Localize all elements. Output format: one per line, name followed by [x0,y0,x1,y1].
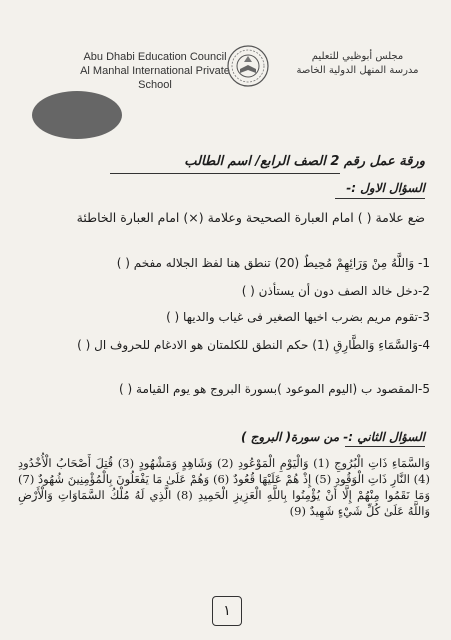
q1-heading: السؤال الاول :- [346,181,425,195]
redaction-blob [32,91,122,139]
school-seal-icon [226,44,270,88]
q1-instruction: ضع علامة ( ) امام العبارة الصحيحة وعلامة (×) امام العبارة الخاطئة [76,210,425,225]
q1-heading-underline [335,198,425,199]
q2-heading-underline [345,446,425,447]
council-name-ar: مجلس أبوظبي للتعليم [311,51,404,62]
header-english [70,50,240,92]
q1-item-5: 5-المقصود ب (اليوم الموعود )بسورة البروج هو يوم القيامة ( ) [119,382,430,396]
q1-item-1: 1- وَاللَّهُ مِنْ وَرَائِهِمْ مُحِيطٌ (20) تنطق هنا لفظ الجلاله مفخم ( ) [116,256,430,270]
title-underline [110,173,340,174]
worksheet-title: ورقة عمل رقم 2 الصف الرابع/ اسم الطالب [184,154,425,169]
school-name-en: Al Manhal International Private School [80,65,230,91]
q1-item-4: 4-وَالسَّمَاءِ وَالطَّارِقِ (1) حكم النطق للكلمتان هو الادغام للحروف ال ( ) [77,338,430,352]
q1-item-3: 3-تقوم مريم بضرب اخيها الصغير فى غياب والديها ( ) [166,310,430,324]
header-arabic [285,50,430,78]
surah-verses: وَالسَّمَاءِ ذَاتِ الْبُرُوجِ (1) وَالْيَوْمِ الْمَوْعُودِ (2) وَشَاهِدٍ وَمَشْهُودٍ (3) قُتِلَ أَصْحَابُ الْأُخْدُودِ (4) النَّارِ ذَاتِ الْوَقُودِ (5) إِذْ هُمْ عَلَيْهَا قُعُودٌ (6) وَهُمْ عَلَىٰ مَا يَفْعَلُونَ بِالْمُؤْمِنِينَ شُهُودٌ (7) وَمَا نَقَمُوا مِنْهُمْ إِلَّا أَنْ يُؤْمِنُوا بِاللَّهِ الْعَزِيزِ الْحَمِيدِ (8) الَّذِي لَهُ مُلْكُ السَّمَاوَاتِ وَالْأَرْضِ وَاللَّهُ عَلَىٰ كُلِّ شَيْءٍ شَهِيدٌ (9) [18,456,431,518]
school-name-ar: مدرسة المنهل الدولية الخاصة [296,65,419,76]
page-number: ١ [212,596,242,626]
q1-item-2: 2-دخل خالد الصف دون أن يستأذن ( ) [241,284,430,298]
council-name-en: Abu Dhabi Education Council [83,51,227,63]
q2-heading: السؤال الثاني :- من سورة( البروج ) [240,430,425,444]
